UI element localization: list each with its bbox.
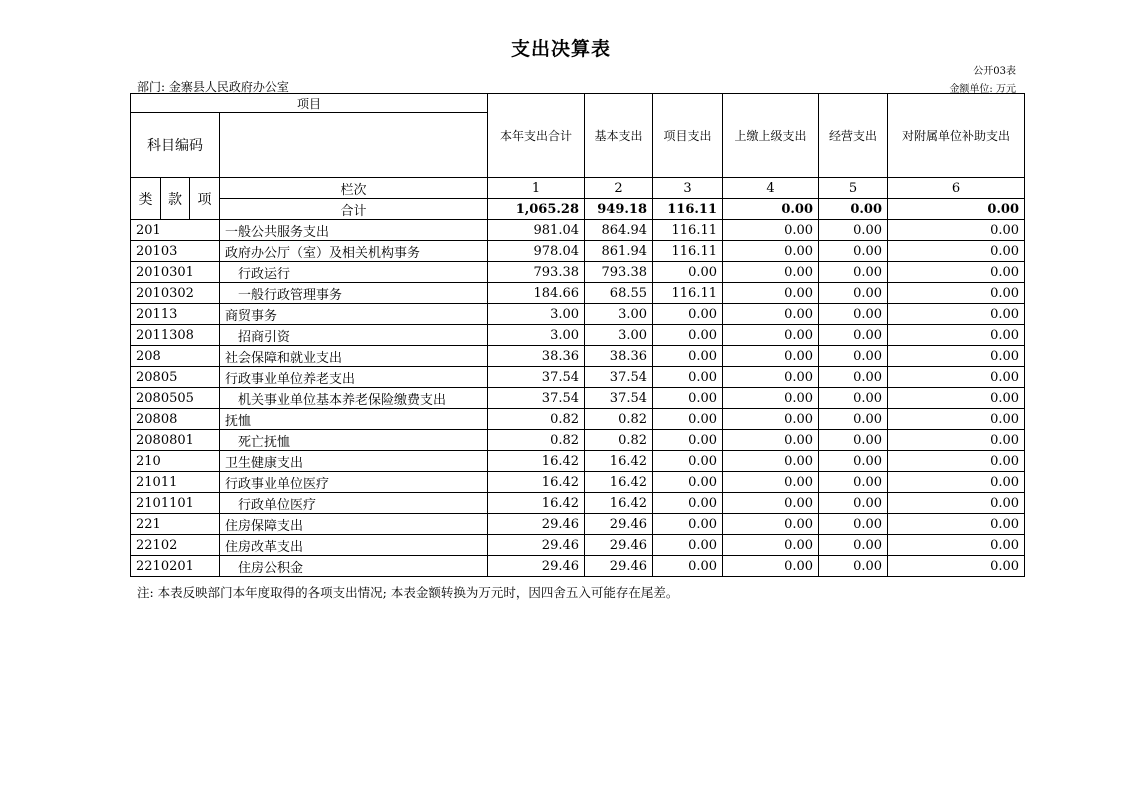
subject-code-cell: 210: [131, 451, 220, 472]
table-row: [131, 409, 1025, 430]
amount-cell: 0.82: [585, 430, 653, 451]
amount-cell: 0.00: [819, 367, 888, 388]
kuan-header: 款: [161, 178, 190, 220]
subject-name-cell: 住房公积金: [220, 556, 488, 577]
subject-code-cell: 2011308: [131, 325, 220, 346]
table-row: [131, 388, 1025, 409]
subject-name-cell: 政府办公厅（室）及相关机构事务: [220, 241, 488, 262]
subject-code-header: 科目编码: [131, 113, 220, 178]
amount-cell: 0.00: [653, 388, 723, 409]
subject-name-cell: 一般公共服务支出: [220, 220, 488, 241]
amount-cell: 0.00: [888, 514, 1025, 535]
amount-cell: 793.38: [488, 262, 585, 283]
amount-cell: 0.00: [819, 430, 888, 451]
subject-name-cell: 行政单位医疗: [220, 493, 488, 514]
table-row: [131, 346, 1025, 367]
amount-cell: 0.00: [819, 493, 888, 514]
amount-cell: 0.00: [723, 472, 819, 493]
page-title: 支出决算表: [510, 38, 611, 60]
amount-cell: 0.00: [653, 451, 723, 472]
col-header-upper: 上缴上级支出: [723, 94, 819, 178]
amount-cell: 37.54: [585, 388, 653, 409]
subject-code-cell: 20808: [131, 409, 220, 430]
col-num-3: 3: [653, 178, 723, 199]
subject-name-cell: 卫生健康支出: [220, 451, 488, 472]
amount-cell: 0.00: [888, 283, 1025, 304]
amount-cell: 0.00: [653, 430, 723, 451]
amount-cell: 0.82: [488, 430, 585, 451]
subject-name-cell: 机关事业单位基本养老保险缴费支出: [220, 388, 488, 409]
amount-cell: 0.00: [888, 430, 1025, 451]
amount-cell: 0.00: [723, 535, 819, 556]
amount-cell: 0.00: [888, 262, 1025, 283]
amount-cell: 0.00: [653, 304, 723, 325]
col-header-basic: 基本支出: [585, 94, 653, 178]
amount-cell: 16.42: [585, 493, 653, 514]
amount-cell: 0.00: [888, 346, 1025, 367]
amount-cell: 864.94: [585, 220, 653, 241]
col-num-5: 5: [819, 178, 888, 199]
amount-cell: 0.00: [653, 367, 723, 388]
subject-name-cell: 一般行政管理事务: [220, 283, 488, 304]
amount-cell: 0.00: [723, 451, 819, 472]
table-row: [131, 514, 1025, 535]
amount-cell: 978.04: [488, 241, 585, 262]
table-row: [131, 556, 1025, 577]
total-row: [131, 199, 1025, 220]
amount-cell: 0.00: [653, 493, 723, 514]
amount-cell: 0.00: [723, 220, 819, 241]
total-cell: 949.18: [585, 199, 653, 220]
amount-cell: 37.54: [488, 367, 585, 388]
amount-cell: 0.00: [653, 346, 723, 367]
col-header-subsidy: 对附属单位补助支出: [888, 94, 1025, 178]
table-row: [131, 535, 1025, 556]
amount-cell: 0.00: [723, 367, 819, 388]
subject-code-cell: 2210201: [131, 556, 220, 577]
table-row: [131, 220, 1025, 241]
subject-code-cell: 2080801: [131, 430, 220, 451]
col-header-total: 本年支出合计: [488, 94, 585, 178]
amount-cell: 37.54: [585, 367, 653, 388]
amount-cell: 0.00: [653, 262, 723, 283]
amount-cell: 0.00: [819, 283, 888, 304]
amount-cell: 0.00: [819, 346, 888, 367]
amount-cell: 793.38: [585, 262, 653, 283]
amount-cell: 0.00: [888, 220, 1025, 241]
amount-cell: 116.11: [653, 220, 723, 241]
total-cell: 0.00: [819, 199, 888, 220]
amount-cell: 0.82: [488, 409, 585, 430]
amount-cell: 37.54: [488, 388, 585, 409]
amount-cell: 16.42: [488, 472, 585, 493]
subject-code-cell: 20103: [131, 241, 220, 262]
footnote: 注: 本表反映部门本年度取得的各项支出情况; 本表金额转换为万元时，因四舍五入可能存在尾差。: [137, 585, 679, 600]
table-row: [131, 283, 1025, 304]
subject-code-cell: 21011: [131, 472, 220, 493]
subject-name-cell: 招商引资: [220, 325, 488, 346]
amount-cell: 0.00: [723, 346, 819, 367]
total-cell: 0.00: [723, 199, 819, 220]
amount-cell: 0.00: [723, 409, 819, 430]
table-row: [131, 472, 1025, 493]
amount-cell: 0.00: [888, 388, 1025, 409]
subject-name-cell: 死亡抚恤: [220, 430, 488, 451]
table-row: [131, 367, 1025, 388]
amount-cell: 0.00: [819, 262, 888, 283]
amount-cell: 981.04: [488, 220, 585, 241]
amount-cell: 0.00: [723, 388, 819, 409]
subject-name-cell: 抚恤: [220, 409, 488, 430]
amount-cell: 0.00: [819, 304, 888, 325]
amount-cell: 29.46: [585, 514, 653, 535]
amount-cell: 0.00: [819, 325, 888, 346]
amount-cell: 38.36: [488, 346, 585, 367]
amount-cell: 0.00: [723, 304, 819, 325]
expenditure-table: [130, 93, 1025, 577]
amount-cell: 16.42: [585, 472, 653, 493]
amount-cell: 0.00: [723, 514, 819, 535]
subject-code-cell: 2080505: [131, 388, 220, 409]
amount-cell: 0.00: [723, 262, 819, 283]
department-label: 部门: 金寨县人民政府办公室: [137, 80, 289, 94]
amount-cell: 0.00: [888, 472, 1025, 493]
amount-cell: 0.00: [653, 535, 723, 556]
amount-cell: 16.42: [488, 451, 585, 472]
amount-cell: 0.00: [819, 514, 888, 535]
amount-cell: 38.36: [585, 346, 653, 367]
amount-cell: 16.42: [488, 493, 585, 514]
amount-cell: 0.00: [888, 241, 1025, 262]
subject-code-cell: 20113: [131, 304, 220, 325]
subject-code-cell: 2101101: [131, 493, 220, 514]
subject-name-cell: 住房保障支出: [220, 514, 488, 535]
subject-name-cell: 商贸事务: [220, 304, 488, 325]
amount-cell: 861.94: [585, 241, 653, 262]
amount-cell: 3.00: [585, 325, 653, 346]
amount-cell: 29.46: [585, 535, 653, 556]
amount-cell: 0.00: [653, 409, 723, 430]
table-row: [131, 241, 1025, 262]
subject-name-cell: 社会保障和就业支出: [220, 346, 488, 367]
amount-cell: 0.00: [819, 409, 888, 430]
amount-cell: 0.00: [888, 535, 1025, 556]
amount-cell: 0.00: [819, 451, 888, 472]
amount-cell: 0.00: [888, 304, 1025, 325]
amount-cell: 184.66: [488, 283, 585, 304]
table-row: [131, 325, 1025, 346]
table-row: [131, 451, 1025, 472]
subject-code-cell: 22102: [131, 535, 220, 556]
table-row: [131, 493, 1025, 514]
amount-cell: 0.00: [653, 514, 723, 535]
amount-cell: 0.00: [653, 472, 723, 493]
amount-cell: 0.00: [888, 451, 1025, 472]
subject-name-cell: 行政事业单位医疗: [220, 472, 488, 493]
amount-cell: 116.11: [653, 241, 723, 262]
total-cell: 0.00: [888, 199, 1025, 220]
subject-code-cell: 201: [131, 220, 220, 241]
amount-cell: 0.00: [888, 409, 1025, 430]
amount-cell: 0.00: [723, 325, 819, 346]
amount-cell: 0.00: [723, 556, 819, 577]
subject-code-cell: 2010302: [131, 283, 220, 304]
amount-cell: 0.00: [888, 325, 1025, 346]
xiang-header: 项: [190, 178, 220, 220]
amount-cell: 29.46: [585, 556, 653, 577]
amount-cell: 29.46: [488, 556, 585, 577]
amount-cell: 68.55: [585, 283, 653, 304]
subject-code-cell: 2010301: [131, 262, 220, 283]
total-label: 合计: [220, 199, 488, 220]
col-num-6: 6: [888, 178, 1025, 199]
amount-cell: 0.00: [888, 556, 1025, 577]
amount-cell: 0.00: [819, 535, 888, 556]
amount-cell: 3.00: [488, 304, 585, 325]
amount-cell: 0.00: [819, 241, 888, 262]
amount-cell: 0.00: [888, 367, 1025, 388]
amount-cell: 3.00: [488, 325, 585, 346]
subject-code-cell: 208: [131, 346, 220, 367]
blank-name-header: [220, 113, 488, 178]
subject-code-cell: 221: [131, 514, 220, 535]
amount-cell: 0.00: [723, 283, 819, 304]
amount-cell: 0.00: [888, 493, 1025, 514]
subject-name-cell: 行政事业单位养老支出: [220, 367, 488, 388]
amount-cell: 0.00: [819, 220, 888, 241]
col-order-label: 栏次: [220, 178, 488, 199]
col-header-project: 项目支出: [653, 94, 723, 178]
total-cell: 1,065.28: [488, 199, 585, 220]
col-header-business: 经营支出: [819, 94, 888, 178]
table-row: [131, 262, 1025, 283]
amount-cell: 0.00: [723, 493, 819, 514]
amount-cell: 0.00: [723, 241, 819, 262]
amount-cell: 0.00: [819, 556, 888, 577]
total-cell: 116.11: [653, 199, 723, 220]
amount-cell: 29.46: [488, 514, 585, 535]
project-header: 项目: [131, 94, 488, 113]
amount-cell: 16.42: [585, 451, 653, 472]
amount-cell: 29.46: [488, 535, 585, 556]
amount-cell: 0.82: [585, 409, 653, 430]
subject-name-cell: 行政运行: [220, 262, 488, 283]
table-row: [131, 430, 1025, 451]
amount-cell: 3.00: [585, 304, 653, 325]
col-num-2: 2: [585, 178, 653, 199]
amount-unit-label: 金额单位: 万元: [949, 84, 1016, 95]
col-num-1: 1: [488, 178, 585, 199]
amount-cell: 116.11: [653, 283, 723, 304]
subject-code-cell: 20805: [131, 367, 220, 388]
amount-cell: 0.00: [653, 325, 723, 346]
form-number: 公开03表: [973, 66, 1016, 77]
subject-name-cell: 住房改革支出: [220, 535, 488, 556]
amount-cell: 0.00: [819, 388, 888, 409]
lei-header: 类: [131, 178, 161, 220]
amount-cell: 0.00: [819, 472, 888, 493]
col-num-4: 4: [723, 178, 819, 199]
amount-cell: 0.00: [653, 556, 723, 577]
table-row: [131, 304, 1025, 325]
amount-cell: 0.00: [723, 430, 819, 451]
